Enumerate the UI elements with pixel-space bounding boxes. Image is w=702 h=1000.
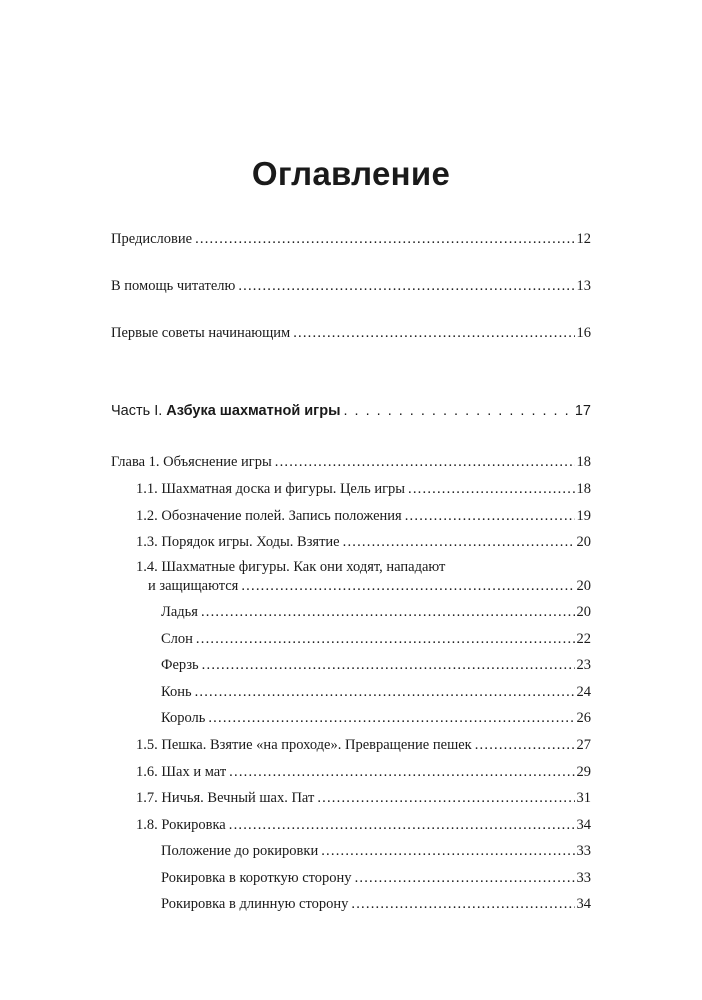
dot-leader — [201, 603, 575, 621]
toc-entry-label: Слон — [161, 631, 193, 647]
toc-entry-label: 1.1. Шахматная доска и фигуры. Цель игры — [136, 481, 406, 497]
toc-page-number: 20 — [576, 534, 591, 550]
toc-entry-preface[interactable] — [111, 230, 591, 248]
dot-leader — [275, 453, 575, 471]
toc-entry-chapter-1[interactable] — [111, 453, 591, 471]
toc-entry-section-1-6[interactable] — [136, 763, 591, 781]
toc-page-number: 34 — [576, 896, 591, 912]
toc-entry-section-1-5[interactable] — [136, 736, 591, 754]
toc-page-number: 33 — [576, 870, 591, 886]
toc-entry-label: Рокировка в длинную сторону — [161, 896, 349, 912]
dot-leader — [229, 816, 575, 834]
toc-page-number: 27 — [576, 737, 591, 753]
toc-entry-label: Предисловие — [111, 231, 193, 247]
toc-entry-section-1-8[interactable] — [136, 816, 591, 834]
toc-entry-section-1-1[interactable] — [136, 480, 591, 498]
toc-page-number: 13 — [576, 278, 591, 294]
toc-page-number: 22 — [576, 631, 591, 647]
toc-entry-rook[interactable] — [161, 603, 591, 621]
toc-entry-label: Ферзь — [161, 657, 199, 673]
toc-entry-label: Конь — [161, 684, 192, 700]
toc-entry-continuation — [136, 577, 591, 596]
dot-leader — [208, 709, 574, 727]
toc-page-number: 19 — [576, 508, 591, 524]
toc-entry-label: Положение до рокировки — [161, 843, 319, 859]
toc-entry-label-continued: и защищаются — [148, 578, 239, 594]
toc-entry-label: Ладья — [161, 604, 198, 620]
toc-page-number: 26 — [576, 710, 591, 726]
toc-entry-king[interactable] — [161, 709, 591, 727]
toc-entry-label: 1.6. Шах и мат — [136, 764, 227, 780]
toc-entry-label: 1.8. Рокировка — [136, 817, 226, 833]
toc-entry-label: 1.3. Порядок игры. Ходы. Взятие — [136, 534, 340, 550]
page-title: Оглавление — [251, 155, 451, 192]
dot-leader — [351, 895, 574, 913]
toc-entry-label: Рокировка в короткую сторону — [161, 870, 352, 886]
toc-page-number: 31 — [576, 790, 591, 806]
toc-entry-reader-help[interactable] — [111, 277, 591, 295]
toc-page-number: 18 — [576, 454, 591, 470]
toc-entry-label: 1.4. Шахматные фигуры. Как они ходят, нападают — [136, 559, 446, 575]
toc-entry-section-1-4[interactable] — [136, 558, 591, 596]
toc-page-number: 20 — [576, 578, 591, 594]
toc-page-number: 23 — [576, 657, 591, 673]
toc-entry-bishop[interactable] — [161, 630, 591, 648]
toc-entry-knight[interactable] — [161, 683, 591, 701]
toc-part-prefix: Часть I. — [111, 403, 163, 419]
toc-entry-section-1-7[interactable] — [136, 789, 591, 807]
toc-page-number: 29 — [576, 764, 591, 780]
dot-leader — [229, 763, 574, 781]
toc-entry-label: 1.7. Ничья. Вечный шах. Пат — [136, 790, 315, 806]
dot-leader — [238, 277, 574, 295]
toc-page-number: 12 — [576, 231, 591, 247]
toc-entry-first-tips[interactable] — [111, 324, 591, 342]
toc-part-label — [111, 402, 340, 420]
dot-leader — [343, 402, 572, 420]
toc-entry-before-castling[interactable] — [161, 842, 591, 860]
toc-entry-section-1-2[interactable] — [136, 507, 591, 525]
dot-leader — [241, 577, 574, 596]
toc-page-number: 16 — [576, 325, 591, 341]
toc-page-number: 17 — [574, 403, 591, 419]
dot-leader — [196, 630, 575, 648]
toc-entry-label: Глава 1. Объяснение игры — [111, 454, 272, 470]
toc-entry-part-1[interactable] — [111, 402, 591, 420]
dot-leader — [408, 480, 574, 498]
dot-leader — [343, 533, 575, 551]
toc-entry-label: 1.5. Пешка. Взятие «на проходе». Превращение пешек — [136, 737, 472, 753]
dot-leader — [355, 869, 575, 887]
dot-leader — [293, 324, 574, 342]
toc-entry-label: Король — [161, 710, 206, 726]
toc-entry-section-1-3[interactable] — [136, 533, 591, 551]
toc-entry-long-castling[interactable] — [161, 895, 591, 913]
toc-page-number: 24 — [576, 684, 591, 700]
toc-page-number: 20 — [576, 604, 591, 620]
toc-entry-label: 1.2. Обозначение полей. Запись положения — [136, 508, 402, 524]
dot-leader — [321, 842, 574, 860]
dot-leader — [475, 736, 575, 754]
toc-page-number: 33 — [576, 843, 591, 859]
dot-leader — [195, 683, 575, 701]
toc-entry-short-castling[interactable] — [161, 869, 591, 887]
toc-entry-label: В помощь читателю — [111, 278, 236, 294]
dot-leader — [317, 789, 574, 807]
dot-leader — [405, 507, 575, 525]
toc-page-number: 34 — [576, 817, 591, 833]
dot-leader — [195, 230, 574, 248]
dot-leader — [202, 656, 575, 674]
toc-page-number: 18 — [576, 481, 591, 497]
toc-entry-label: Первые советы начинающим — [111, 325, 291, 341]
toc-entry-queen[interactable] — [161, 656, 591, 674]
toc-part-title: Азбука шахматной игры — [166, 403, 341, 419]
